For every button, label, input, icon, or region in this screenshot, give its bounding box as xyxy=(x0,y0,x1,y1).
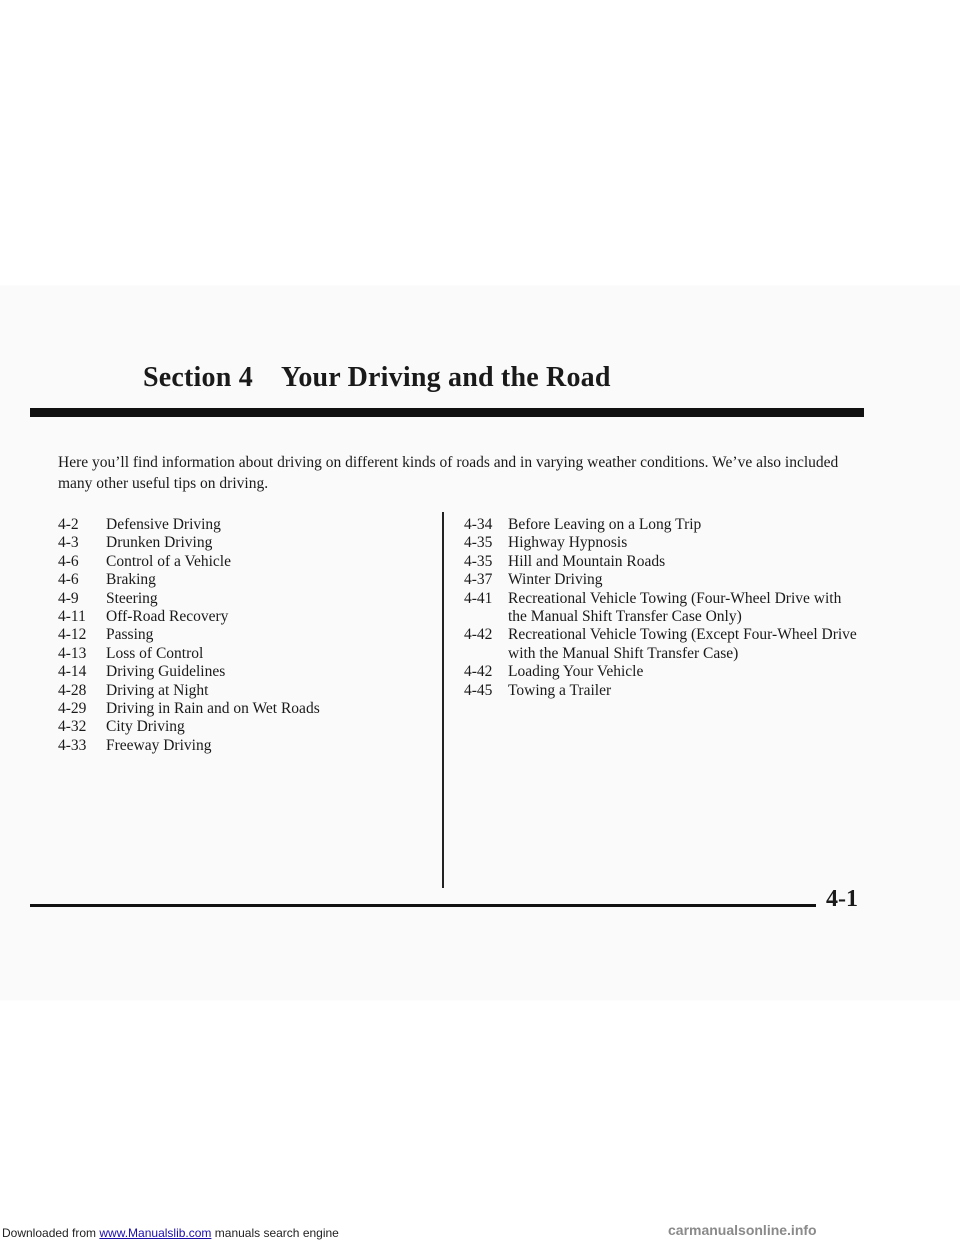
section-title: Your Driving and the Road xyxy=(281,362,611,393)
toc-entry-title: Steering xyxy=(106,589,158,607)
toc-page-number: 4-37 xyxy=(464,571,493,589)
toc-entry-title: Drunken Driving xyxy=(106,534,213,552)
toc-entry[interactable] xyxy=(464,516,864,534)
toc-entry-title: Passing xyxy=(106,626,154,644)
toc-entry-title: Winter Driving xyxy=(508,571,603,589)
toc-page-number: 4-35 xyxy=(464,552,493,570)
toc-right-column xyxy=(464,516,864,700)
toc-entry-title: Off-Road Recovery xyxy=(106,608,229,626)
toc-entry-title: Driving Guidelines xyxy=(106,663,226,681)
toc-entry[interactable] xyxy=(464,626,864,663)
toc-entry[interactable] xyxy=(464,590,864,627)
toc-page-number: 4-2 xyxy=(58,516,79,533)
download-banner xyxy=(2,1226,339,1240)
toc-page-number: 4-33 xyxy=(58,736,87,754)
toc-entry-title: Braking xyxy=(106,571,156,589)
toc-entry[interactable] xyxy=(58,553,438,571)
toc-entry[interactable] xyxy=(58,737,438,755)
toc-page-number: 4-41 xyxy=(464,589,493,607)
toc-entry-title: Loading Your Vehicle xyxy=(508,663,644,681)
toc-page-number: 4-3 xyxy=(58,534,79,552)
banner-suffix: manuals search engine xyxy=(211,1226,339,1240)
toc-page-number: 4-9 xyxy=(58,589,79,607)
toc-entry-title: City Driving xyxy=(106,718,185,736)
toc-entry[interactable] xyxy=(58,534,438,552)
toc-entry[interactable] xyxy=(58,516,438,534)
toc-entry-title: Highway Hypnosis xyxy=(508,534,628,552)
toc-page-number: 4-34 xyxy=(464,516,493,533)
footer-rule xyxy=(30,904,816,907)
toc-page-number: 4-6 xyxy=(58,552,79,570)
toc-entry-title: Loss of Control xyxy=(106,644,204,662)
toc-page-number: 4-35 xyxy=(464,534,493,552)
banner-prefix: Downloaded from xyxy=(2,1226,100,1240)
manualslib-link[interactable]: www.Manualslib.com xyxy=(99,1226,212,1240)
toc-entry[interactable] xyxy=(58,700,438,718)
toc-page-number: 4-28 xyxy=(58,681,87,699)
toc-entry[interactable] xyxy=(464,663,864,681)
toc-entry[interactable] xyxy=(58,663,438,681)
toc-entry-title: Before Leaving on a Long Trip xyxy=(508,516,702,533)
toc-entry[interactable] xyxy=(58,645,438,663)
toc-page-number: 4-12 xyxy=(58,626,87,644)
toc-page-number: 4-32 xyxy=(58,718,87,736)
toc-entry[interactable] xyxy=(464,682,864,700)
page-number: 4-1 xyxy=(826,886,858,912)
toc-entry[interactable] xyxy=(58,590,438,608)
toc-page-number: 4-42 xyxy=(464,626,493,644)
toc-entry-title: Freeway Driving xyxy=(106,736,212,754)
section-number: Section 4 xyxy=(143,362,253,393)
toc-entry[interactable] xyxy=(464,553,864,571)
toc-entry[interactable] xyxy=(58,682,438,700)
toc-entry[interactable] xyxy=(464,571,864,589)
toc-entry[interactable] xyxy=(58,626,438,644)
toc-entry-title: Driving in Rain and on Wet Roads xyxy=(106,700,320,718)
toc-left-column xyxy=(58,516,438,755)
watermark-text: carmanualsonline.info xyxy=(668,1222,817,1238)
section-heading xyxy=(143,362,611,394)
toc-page-number: 4-29 xyxy=(58,700,87,718)
toc-entry-title: Towing a Trailer xyxy=(508,681,612,699)
toc-page-number: 4-45 xyxy=(464,681,493,699)
toc-entry-title: Recreational Vehicle Towing (Four-Wheel Drive with the Manual Shift Transfer Case Only) xyxy=(508,589,842,626)
heading-rule xyxy=(30,408,864,417)
toc-entry[interactable] xyxy=(58,718,438,736)
toc-entry[interactable] xyxy=(58,608,438,626)
toc-page-number: 4-6 xyxy=(58,571,79,589)
toc-entry-title: Defensive Driving xyxy=(106,516,221,533)
toc-entry[interactable] xyxy=(58,571,438,589)
toc-page-number: 4-11 xyxy=(58,608,86,626)
toc-entry[interactable] xyxy=(464,534,864,552)
column-divider xyxy=(442,512,444,888)
toc-entry-title: Control of a Vehicle xyxy=(106,552,231,570)
toc-entry-title: Hill and Mountain Roads xyxy=(508,552,666,570)
toc-page-number: 4-14 xyxy=(58,663,87,681)
toc-entry-title: Recreational Vehicle Towing (Except Four-Wheel Drive with the Manual Shift Transfer Case) xyxy=(508,626,857,662)
toc-entry-title: Driving at Night xyxy=(106,681,209,699)
toc-page-number: 4-42 xyxy=(464,663,493,681)
intro-paragraph: Here you’ll find information about driving on different kinds of roads and in varying weather conditions. We’ve also included many other useful tips on driving. xyxy=(58,454,839,492)
toc-page-number: 4-13 xyxy=(58,644,87,662)
